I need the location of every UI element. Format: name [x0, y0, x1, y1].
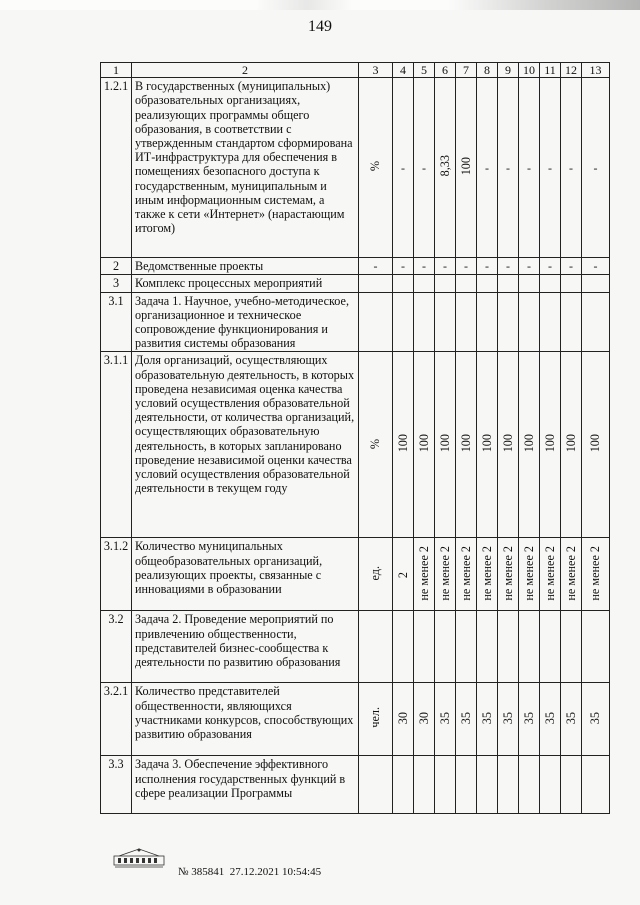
- value-cell: -: [393, 78, 414, 258]
- value-text: 100: [416, 434, 431, 453]
- table-row: [101, 756, 610, 814]
- value-cell: [477, 611, 498, 683]
- table-row: [101, 258, 610, 275]
- value-text: 100: [542, 434, 557, 453]
- table-row: [101, 292, 610, 352]
- value-cell: [519, 756, 540, 814]
- value-cell: [456, 78, 477, 258]
- value-cell: [519, 683, 540, 756]
- value-cell: [540, 611, 561, 683]
- value-cell: [456, 538, 477, 611]
- value-text: не менее 2: [542, 545, 557, 601]
- header-cell: 2: [132, 63, 359, 78]
- row-description: Задача 3. Обеспечение эффективного исполнения государственных функций в сфере реализации Программы: [132, 756, 359, 814]
- row-unit: [359, 756, 393, 814]
- header-cell: 4: [393, 63, 414, 78]
- header-cell: 3: [359, 63, 393, 78]
- row-number: 3.2: [101, 611, 132, 683]
- value-text: 35: [563, 711, 578, 724]
- row-number: 3.1: [101, 292, 132, 352]
- value-text: 35: [437, 711, 452, 724]
- value-text: 35: [521, 711, 536, 724]
- value-cell: [456, 611, 477, 683]
- value-cell: [393, 611, 414, 683]
- value-cell: [435, 275, 456, 292]
- value-text: 100: [588, 434, 603, 453]
- value-cell: [540, 275, 561, 292]
- value-cell: -: [519, 258, 540, 275]
- value-cell: [414, 756, 435, 814]
- value-cell: -: [456, 258, 477, 275]
- value-text: не менее 2: [588, 545, 603, 601]
- value-text: 100: [500, 434, 515, 453]
- value-text: 35: [500, 711, 515, 724]
- value-cell: [582, 683, 610, 756]
- value-cell: [435, 78, 456, 258]
- table-row: [101, 611, 610, 683]
- row-unit: [359, 538, 393, 611]
- value-cell: [519, 292, 540, 352]
- value-cell: [477, 756, 498, 814]
- header-cell: 12: [561, 63, 582, 78]
- header-cell: 8: [477, 63, 498, 78]
- header-cell: 5: [414, 63, 435, 78]
- value-text: 8,33: [437, 155, 452, 177]
- value-cell: [414, 538, 435, 611]
- document-footer: [178, 866, 321, 878]
- value-text: не менее 2: [479, 545, 494, 601]
- value-cell: [561, 538, 582, 611]
- row-number: 3.3: [101, 756, 132, 814]
- scan-edge-artifact: [0, 0, 640, 10]
- row-unit: [359, 275, 393, 292]
- value-text: 30: [395, 711, 410, 724]
- value-cell: [519, 538, 540, 611]
- row-description: Количество муниципальных общеобразовательных организаций, реализующих проекты, связанные с инновациями в образовании: [132, 538, 359, 611]
- value-text: не менее 2: [500, 545, 515, 601]
- value-cell: [456, 292, 477, 352]
- value-cell: [498, 352, 519, 538]
- value-cell: [561, 756, 582, 814]
- row-unit-text: чел.: [368, 707, 383, 729]
- value-cell: -: [498, 78, 519, 258]
- row-description: Ведомственные проекты: [132, 258, 359, 275]
- value-cell: [519, 352, 540, 538]
- row-unit: [359, 78, 393, 258]
- value-text: не менее 2: [416, 545, 431, 601]
- value-text: 100: [479, 434, 494, 453]
- value-cell: [435, 352, 456, 538]
- value-cell: [477, 683, 498, 756]
- value-cell: [498, 611, 519, 683]
- value-cell: [435, 756, 456, 814]
- value-cell: [393, 352, 414, 538]
- table-header-row: [101, 63, 610, 78]
- value-text: не менее 2: [458, 545, 473, 601]
- value-cell: [414, 352, 435, 538]
- header-cell: 6: [435, 63, 456, 78]
- value-cell: [414, 292, 435, 352]
- value-cell: [456, 275, 477, 292]
- value-cell: [435, 292, 456, 352]
- value-cell: [477, 538, 498, 611]
- value-cell: [561, 683, 582, 756]
- row-description: Количество представителей общественности, являющихся участниками конкурсов, способствующих развитию образования: [132, 683, 359, 756]
- table-row: [101, 275, 610, 292]
- row-description: В государственных (муниципальных) образовательных организациях, реализующих программы общего образования, в соответствии с утвержденным стандартом сформирована ИТ-инфраструктура для обеспечения в помещениях безопасного доступа к государственным, муниципальным и иным информационным системам, а также к сети «Интернет» (нарастающим итогом): [132, 78, 359, 258]
- row-number: 1.2.1: [101, 78, 132, 258]
- emblem-stamp-icon: [113, 846, 165, 868]
- row-number: 2: [101, 258, 132, 275]
- value-cell: [582, 292, 610, 352]
- value-cell: -: [498, 258, 519, 275]
- value-cell: [561, 275, 582, 292]
- row-unit: [359, 292, 393, 352]
- value-cell: [582, 352, 610, 538]
- value-cell: -: [477, 78, 498, 258]
- doc-datetime: 27.12.2021 10:54:45: [229, 866, 322, 878]
- value-cell: -: [561, 78, 582, 258]
- value-cell: -: [435, 258, 456, 275]
- value-cell: [561, 611, 582, 683]
- value-cell: -: [414, 258, 435, 275]
- header-cell: 10: [519, 63, 540, 78]
- value-cell: -: [540, 78, 561, 258]
- value-cell: [393, 756, 414, 814]
- value-cell: [498, 538, 519, 611]
- row-description: Задача 1. Научное, учебно-методическое, организационное и техническое сопровождение функционирования и развития системы образования: [132, 292, 359, 352]
- value-cell: [498, 683, 519, 756]
- value-cell: -: [540, 258, 561, 275]
- value-cell: -: [519, 78, 540, 258]
- row-unit: [359, 683, 393, 756]
- value-cell: [540, 292, 561, 352]
- header-cell: 7: [456, 63, 477, 78]
- value-text: 30: [416, 711, 431, 724]
- value-text: 2: [395, 572, 410, 579]
- row-unit: [359, 611, 393, 683]
- value-cell: [435, 683, 456, 756]
- value-text: 100: [458, 434, 473, 453]
- row-unit-text: ед.: [368, 565, 383, 581]
- table-row: [101, 683, 610, 756]
- value-cell: [519, 275, 540, 292]
- value-cell: [477, 352, 498, 538]
- value-text: 100: [521, 434, 536, 453]
- value-text: не менее 2: [521, 545, 536, 601]
- value-cell: [582, 275, 610, 292]
- value-cell: [414, 611, 435, 683]
- value-cell: [414, 275, 435, 292]
- value-text: не менее 2: [437, 545, 452, 601]
- value-cell: [435, 611, 456, 683]
- value-text: 35: [479, 711, 494, 724]
- value-cell: [561, 292, 582, 352]
- value-cell: [582, 538, 610, 611]
- value-cell: [477, 292, 498, 352]
- value-cell: -: [582, 258, 610, 275]
- value-cell: -: [582, 78, 610, 258]
- value-cell: [435, 538, 456, 611]
- row-description: Комплекс процессных мероприятий: [132, 275, 359, 292]
- value-cell: [582, 756, 610, 814]
- value-cell: [498, 756, 519, 814]
- row-description: Доля организаций, осуществляющих образовательную деятельность, в которых проведена независимая оценка качества условий осуществления образовательной деятельности, от количества организаций, осуществляющих образовательную деятельность, в которых запланировано проведение независимой оценки качества условий осуществления образовательной деятельности в текущем году: [132, 352, 359, 538]
- value-text: 35: [458, 711, 473, 724]
- row-number: 3.2.1: [101, 683, 132, 756]
- row-unit: -: [359, 258, 393, 275]
- value-cell: [540, 756, 561, 814]
- row-unit-text: %: [368, 438, 383, 449]
- value-cell: [393, 683, 414, 756]
- value-cell: -: [414, 78, 435, 258]
- table-row: [101, 538, 610, 611]
- value-cell: [540, 538, 561, 611]
- value-cell: [393, 538, 414, 611]
- page-number: 149: [308, 18, 332, 35]
- value-cell: [498, 275, 519, 292]
- value-cell: [582, 611, 610, 683]
- indicators-table: [100, 62, 610, 814]
- value-cell: [519, 611, 540, 683]
- row-unit: [359, 352, 393, 538]
- value-cell: [393, 292, 414, 352]
- value-text: 100: [458, 156, 473, 176]
- header-cell: 1: [101, 63, 132, 78]
- row-number: 3: [101, 275, 132, 292]
- value-text: 100: [563, 434, 578, 453]
- table-row: [101, 352, 610, 538]
- row-number: 3.1.2: [101, 538, 132, 611]
- doc-number: № 385841: [178, 866, 225, 878]
- value-text: 35: [542, 711, 557, 724]
- value-cell: [540, 352, 561, 538]
- header-cell: 13: [582, 63, 610, 78]
- value-cell: [456, 756, 477, 814]
- value-cell: -: [477, 258, 498, 275]
- value-cell: [456, 683, 477, 756]
- row-number: 3.1.1: [101, 352, 132, 538]
- value-cell: [414, 683, 435, 756]
- table-row: [101, 78, 610, 258]
- value-cell: [498, 292, 519, 352]
- value-cell: [456, 352, 477, 538]
- value-cell: -: [561, 258, 582, 275]
- value-text: 35: [588, 711, 603, 724]
- header-cell: 9: [498, 63, 519, 78]
- value-cell: [561, 352, 582, 538]
- value-cell: [477, 275, 498, 292]
- value-cell: [393, 275, 414, 292]
- row-unit-text: %: [368, 161, 383, 172]
- row-description: Задача 2. Проведение мероприятий по привлечению общественности, представителей бизнес-сообщества к деятельности по развитию образования: [132, 611, 359, 683]
- value-text: не менее 2: [563, 545, 578, 601]
- header-cell: 11: [540, 63, 561, 78]
- value-text: 100: [395, 434, 410, 453]
- value-text: 100: [437, 434, 452, 453]
- value-cell: [540, 683, 561, 756]
- value-cell: -: [393, 258, 414, 275]
